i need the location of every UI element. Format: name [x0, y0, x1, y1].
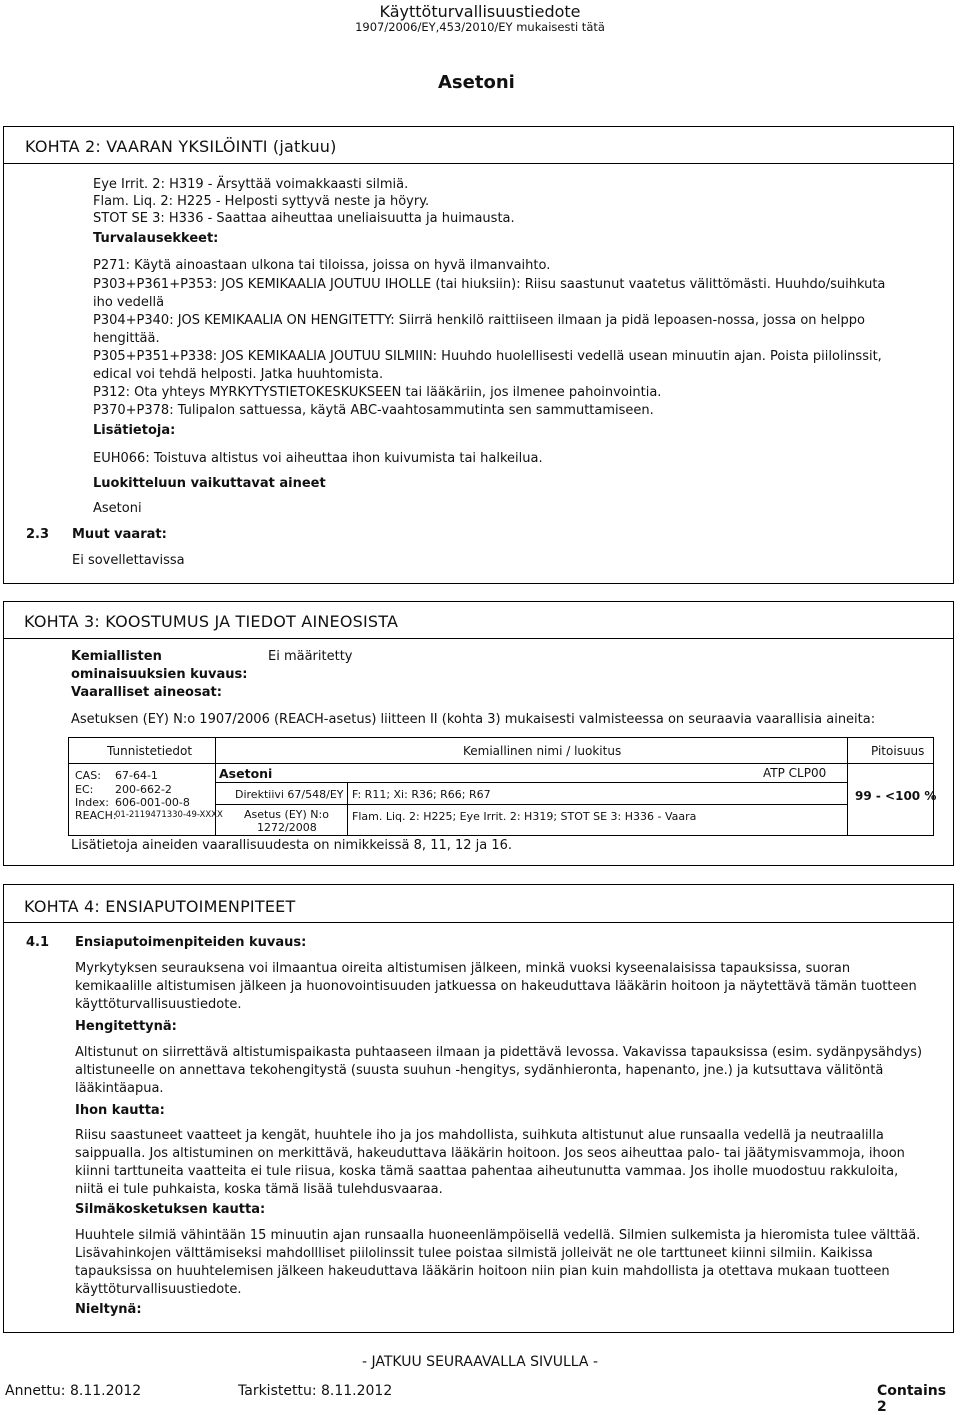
- directive-label: Direktiivi 67/548/EY: [235, 788, 344, 801]
- reach-value: 01-2119471330-49-XXXX: [115, 810, 223, 820]
- table-col-divider: [847, 738, 848, 835]
- concentration-value: 99 - <100 %: [855, 789, 937, 803]
- precaution-p303-cont: iho vedellä: [93, 295, 165, 310]
- subsection-number: 4.1: [26, 935, 50, 950]
- section-2-heading: KOHTA 2: VAARAN YKSILÖINTI (jatkuu): [25, 137, 337, 156]
- issued-date: Annettu: 8.11.2012: [5, 1383, 142, 1399]
- precaution-p370: P370+P378: Tulipalon sattuessa, käytä ABC-vaahtosammutinta sen sammuttamiseen.: [93, 403, 654, 418]
- eye-text: tapauksissa on huuhtelemisen jälkeen hakeuduttava lääkärin hoitoon niin pian kuin mahdollista ja otettava mukaan tuotteen: [75, 1264, 890, 1279]
- reach-label: REACH:: [75, 809, 117, 822]
- document-regulation: 1907/2006/EY,453/2010/EY mukaisesti tätä: [355, 20, 605, 34]
- table-row-divider: [215, 804, 847, 805]
- subsection-number: 2.3: [26, 527, 50, 542]
- precautions-label: Turvalausekkeet:: [93, 231, 219, 246]
- table-row-divider: [215, 782, 847, 783]
- index-label: Index:: [75, 796, 109, 809]
- eye-text: käyttöturvallisuustiedote.: [75, 1282, 242, 1297]
- cas-value: 67-64-1: [115, 769, 158, 782]
- table-col-divider: [347, 782, 348, 836]
- precaution-p304-cont: hengittää.: [93, 331, 160, 346]
- inhalation-text: lääkintäapua.: [75, 1081, 164, 1096]
- eye-text: Lisävahinkojen välttämiseksi mahdollliset piilolinssit tulee poistaa silmistä jolleivät ne ole tarttuneet kiinni silmiin. Kaikissa: [75, 1246, 873, 1261]
- precaution-p305: P305+P351+P338: JOS KEMIKAALIA JOUTUU SILMIIN: Huuhdo huolellisesti vedellä usean minuutin ajan. Poista piilolinssit,: [93, 349, 882, 364]
- substance-name: Asetoni: [219, 766, 273, 781]
- section-divider: [4, 922, 953, 923]
- first-aid-intro: kemikaalille altistumisen jälkeen ja huonovointisuuden jatkuessa on hakeuduttava lääkärin hoitoon ja näytettävä tämän tuotteen: [75, 979, 917, 994]
- regulation-label: Asetus (EY) N:o: [244, 808, 329, 821]
- atp-note: ATP CLP00: [763, 766, 827, 780]
- composition-footnote: Lisätietoja aineiden vaarallisuudesta on nimikkeissä 8, 11, 12 ja 16.: [71, 838, 513, 853]
- eye-text: Huuhtele silmiä vähintään 15 minuutin ajan runsaalla huoneenlämpöisellä vedellä. Silmien sulkemista ja hieromista tulee välttää.: [75, 1228, 921, 1243]
- hazard-statement: Eye Irrit. 2: H319 - Ärsyttää voimakkaasti silmiä.: [93, 177, 409, 192]
- section-2: [3, 126, 954, 584]
- hazard-statement: STOT SE 3: H336 - Saattaa aiheuttaa uneliaisuutta ja huimausta.: [93, 211, 515, 226]
- precaution-p271: P271: Käytä ainoastaan ulkona tai tiloissa, joissa on hyvä ilmanvaihto.: [93, 258, 551, 273]
- inhalation-text: Altistunut on siirrettävä altistumispaikasta puhtaaseen ilmaan ja pidettävä levossa. Vakavissa tapauksissa (esim. sydänpysähdys): [75, 1045, 923, 1060]
- regulation-label-cont: 1272/2008: [257, 821, 317, 834]
- first-aid-intro: Myrkytyksen seurauksena voi ilmaantua oireita altistumisen jälkeen, minkä vuoksi kyseenalaisissa tapauksissa, suoran: [75, 961, 851, 976]
- product-name: Asetoni: [438, 72, 515, 93]
- continue-notice: - JATKUU SEURAAVALLA SIVULLA -: [362, 1354, 599, 1370]
- skin-text: saippualla. Jos altistuminen on merkittävä, hakeuduttava lääkärin hoitoon. Jos seos aiheuttaa palo- tai jäätymisvammoja, ihoon: [75, 1146, 905, 1161]
- classifying-substances-value: Asetoni: [93, 501, 142, 516]
- other-hazards-value: Ei sovellettavissa: [72, 553, 185, 568]
- inhalation-label: Hengitettynä:: [75, 1019, 177, 1034]
- chemical-characterization-label-cont: ominaisuuksien kuvaus:: [71, 667, 248, 682]
- eye-label: Silmäkosketuksen kautta:: [75, 1202, 266, 1217]
- index-value: 606-001-00-8: [115, 796, 190, 809]
- regulation-classification: Flam. Liq. 2: H225; Eye Irrit. 2: H319; STOT SE 3: H336 - Vaara: [352, 810, 697, 823]
- section-4: [3, 884, 954, 1333]
- skin-text: kiinni tarttuneita vaatteita ei tule riisua, koska tämä saattaa pahentaa aiheutunutta vammaa. Jos iholle muodostuu rakkuloita,: [75, 1164, 899, 1179]
- chemical-characterization-value: Ei määritetty: [268, 649, 353, 664]
- document-title: Käyttöturvallisuustiedote: [379, 2, 581, 21]
- column-header-concentration: Pitoisuus: [871, 744, 925, 758]
- column-header-ids: Tunnistetiedot: [107, 744, 193, 758]
- page-contains: Contains 2: [877, 1383, 947, 1415]
- table-header-divider: [69, 763, 933, 764]
- classifying-substances-label: Luokitteluun vaikuttavat aineet: [93, 476, 326, 491]
- ingestion-label: Nieltynä:: [75, 1302, 142, 1317]
- chemical-characterization-label: Kemiallisten: [71, 649, 162, 664]
- ec-value: 200-662-2: [115, 783, 172, 796]
- first-aid-label: Ensiaputoimenpiteiden kuvaus:: [75, 935, 307, 950]
- hazard-statement: Flam. Liq. 2: H225 - Helposti syttyvä neste ja höyry.: [93, 194, 430, 209]
- cas-label: CAS:: [75, 769, 101, 782]
- skin-text: Riisu saastuneet vaatteet ja kengät, huuhtele iho ja jos mahdollista, suihkuta altistunut alue runsaalla vedellä ja neutraalilla: [75, 1128, 884, 1143]
- column-header-name: Kemiallinen nimi / luokitus: [463, 744, 622, 758]
- precaution-p312: P312: Ota yhteys MYRKYTYSTIETOKESKUKSEEN tai lääkäriin, jos ilmenee pahoinvointia.: [93, 385, 662, 400]
- directive-classification: F: R11; Xi: R36; R66; R67: [352, 788, 491, 801]
- extra-info-label: Lisätietoja:: [93, 423, 176, 438]
- first-aid-intro: käyttöturvallisuustiedote.: [75, 997, 242, 1012]
- section-divider: [4, 163, 953, 164]
- section-4-heading: KOHTA 4: ENSIAPUTOIMENPITEET: [24, 897, 296, 916]
- precaution-p305-cont: edical voi tehdä helposti. Jatka huuhtomista.: [93, 367, 384, 382]
- skin-label: Ihon kautta:: [75, 1103, 165, 1118]
- ec-label: EC:: [75, 783, 94, 796]
- section-3-heading: KOHTA 3: KOOSTUMUS JA TIEDOT AINEOSISTA: [24, 612, 399, 631]
- other-hazards-label: Muut vaarat:: [72, 527, 167, 542]
- composition-table: [68, 737, 937, 836]
- euh066-statement: EUH066: Toistuva altistus voi aiheuttaa ihon kuivumista tai halkeilua.: [93, 451, 543, 466]
- precaution-p303: P303+P361+P353: JOS KEMIKAALIA JOUTUU IHOLLE (tai hiuksiin): Riisu saastunut vaatetus välittömästi. Huuhdo/suihkuta: [93, 277, 886, 292]
- precaution-p304: P304+P340: JOS KEMIKAALIA ON HENGITETTY: Siirrä henkilö raittiiseen ilmaan ja pidä lepoasen-nossa, jossa on helppo: [93, 313, 865, 328]
- inhalation-text: altistuneelle on annettava tekohengitystä (suusta suuhun -hengitys, sydänhieronta, hapenanto, jne.) ja kutsuttava välitöntä: [75, 1063, 884, 1078]
- reach-statement: Asetuksen (EY) N:o 1907/2006 (REACH-asetus) liitteen II (kohta 3) mukaisesti valmisteessa on seuraavia vaarallisia aineita:: [71, 712, 876, 727]
- section-divider: [4, 638, 953, 639]
- revised-date: Tarkistettu: 8.11.2012: [238, 1383, 393, 1399]
- table-col-divider: [215, 738, 216, 835]
- skin-text: niitä ei tule puhkaista, koska tämä lisää tulehdusvaaraa.: [75, 1182, 443, 1197]
- hazardous-components-label: Vaaralliset aineosat:: [71, 685, 222, 700]
